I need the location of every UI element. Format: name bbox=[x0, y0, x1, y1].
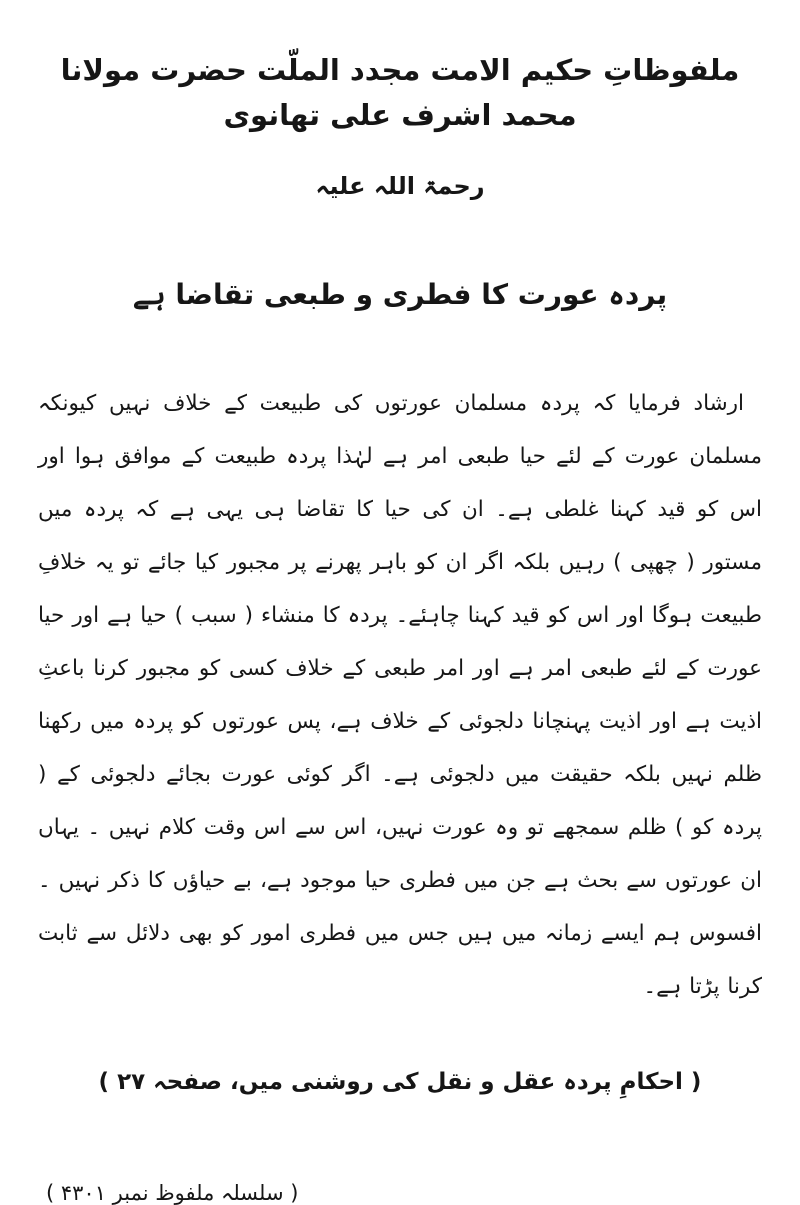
section-heading: پردہ عورت کا فطری و طبعی تقاضا ہے bbox=[132, 277, 668, 311]
document-title: ملفوظاتِ حکیم الامت مجدد الملّت حضرت مولانا محمد اشرف علی تھانوی bbox=[60, 53, 740, 132]
citation-line: ( احکامِ پردہ عقل و نقل کی روشنی میں، صفحہ ۲۷ ) bbox=[98, 1068, 702, 1095]
body-paragraph: ارشاد فرمایا کہ پردہ مسلمان عورتوں کی طبیعت کے خلاف نہیں کیونکہ مسلمان عورت کے لئے حیا طبعی امر ہے لہٰذا پردہ طبیعت کے موافق ہوا اور اس کو قید کہنا غلطی ہے۔ ان کی حیا کا تقاضا ہی یہی ہے کہ پردہ میں مستور ( چھپی ) رہیں بلکہ اگر ان کو باہر پھرنے پر مجبور کیا جائے تو یہ خلافِ طبیعت ہوگا اور اس کو قید کہنا چاہئے۔ پردہ کا منشاء ( سبب ) حیا ہے اور حیا عورت کے لئے طبعی امر ہے اور امر طبعی کے خلاف کسی کو مجبور کرنا باعثِ اذیت ہے اور اذیت پہنچانا دلجوئی کے خلاف ہے، پس عورتوں کو پردہ میں رکھنا ظلم نہیں بلکہ حقیقت میں دلجوئی ہے۔ اگر کوئی عورت بجائے دلجوئی کے ( پردہ کو ) ظلم سمجھے تو وہ عورت نہیں، اس سے اس وقت کلام نہیں ۔ یہاں ان عورتوں سے بحث ہے جن میں فطری حیا موجود ہے، بے حیاؤں کا ذکر نہیں ۔ افسوس ہم ایسے زمانہ میں ہیں جس میں فطری امور کو بھی دلائل سے ثابت کرنا پڑتا ہے۔ bbox=[38, 390, 762, 999]
reference-number: ( سلسلہ ملفوظ نمبر ۴۳۰۱ ) bbox=[46, 1180, 299, 1205]
honorific-line: رحمۃ اللہ علیہ bbox=[315, 171, 485, 200]
